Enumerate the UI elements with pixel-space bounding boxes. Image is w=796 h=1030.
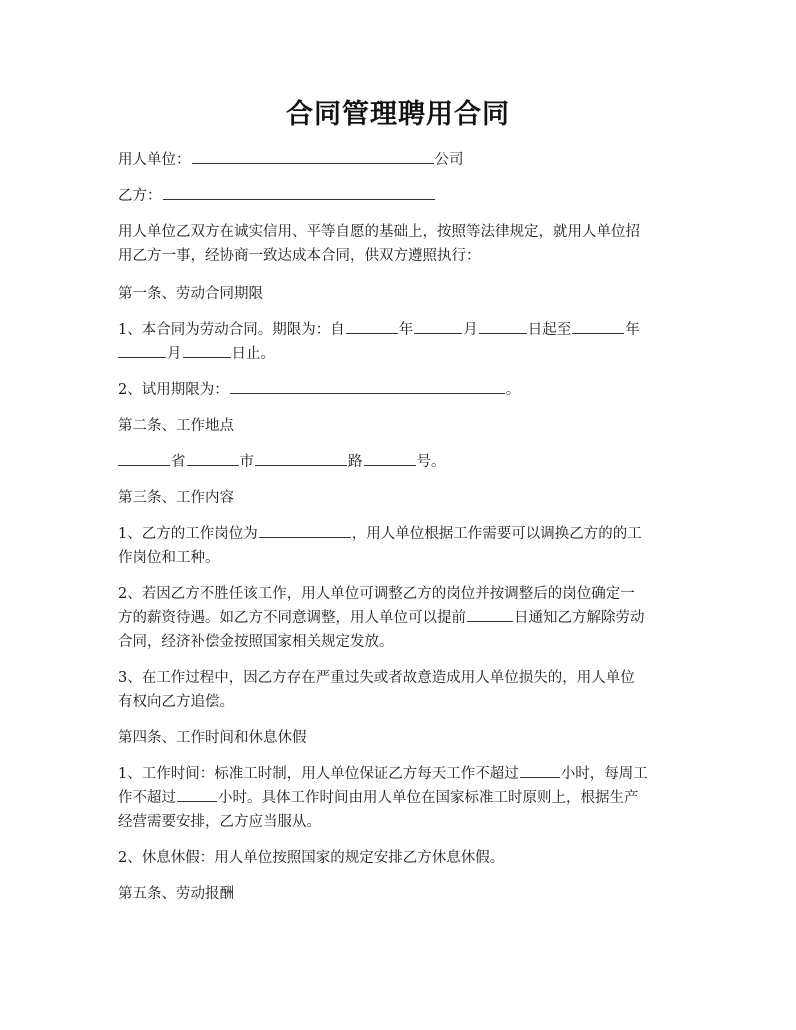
position-line-2 <box>118 546 688 570</box>
probation-line <box>118 378 688 402</box>
liability-line-1 <box>118 666 688 690</box>
article-3-title: 第三条、工作内容 <box>118 490 234 506</box>
article-2-title: 第二条、工作地点 <box>118 418 234 434</box>
probation-end: 。 <box>505 382 521 398</box>
worktime-text-1a: 1、工作时间：标准工时制，用人单位保证乙方每天工作不超过 <box>118 766 519 782</box>
city-label: 市 <box>239 454 254 470</box>
article-5-heading <box>118 882 688 906</box>
document-title: 合同管理聘用合同 <box>286 99 510 130</box>
intro-line-2 <box>118 244 688 268</box>
start-year-label: 年 <box>398 322 414 338</box>
adjust-line-1 <box>118 582 688 606</box>
intro-text-1: 用人单位乙双方在诚实信用、平等自愿的基础上，按照等法律规定，就用人单位招 <box>118 224 640 240</box>
article-4-title: 第四条、工作时间和休息休假 <box>118 730 307 746</box>
article-4-heading <box>118 726 688 750</box>
start-day-blank[interactable] <box>479 319 527 334</box>
worktime-line-2 <box>118 786 688 810</box>
rest-text: 2、休息休假：用人单位按照国家的规定安排乙方休息休假。 <box>118 850 505 866</box>
province-blank[interactable] <box>118 451 170 466</box>
employer-blank[interactable] <box>192 149 434 164</box>
notice-days-blank[interactable] <box>467 607 513 622</box>
city-blank[interactable] <box>187 451 239 466</box>
term-line-2 <box>118 342 688 366</box>
worktime-line-3 <box>118 810 688 834</box>
end-month-label: 月 <box>167 346 182 362</box>
article-2-heading <box>118 414 688 438</box>
weekly-hours-blank[interactable] <box>177 787 217 802</box>
adjust-line-2 <box>118 606 688 630</box>
end-year-blank[interactable] <box>572 319 624 334</box>
party-b-line <box>118 184 688 208</box>
party-b-blank[interactable] <box>163 185 435 200</box>
intro-line-1 <box>118 220 688 244</box>
term-text: 1、本合同为劳动合同。期限为：自 <box>118 322 345 338</box>
start-month-blank[interactable] <box>414 319 462 334</box>
position-blank[interactable] <box>259 523 351 538</box>
employer-line <box>118 148 688 172</box>
article-3-heading <box>118 486 688 510</box>
end-day-label: 日止。 <box>231 346 275 362</box>
adjust-line-3 <box>118 630 688 654</box>
worktime-text-2a: 作不超过 <box>118 790 176 806</box>
article-5-title: 第五条、劳动报酬 <box>118 886 234 902</box>
start-day-label: 日起至 <box>527 322 572 338</box>
article-1-heading <box>118 282 688 306</box>
province-label: 省 <box>171 454 186 470</box>
road-label: 路 <box>348 454 363 470</box>
position-text-1a: 1、乙方的工作岗位为 <box>118 526 258 542</box>
worktime-line-1 <box>118 762 688 786</box>
adjust-text-2b: 日通知乙方解除劳动 <box>514 610 645 626</box>
position-text-1b: ，用人单位根据工作需要可以调换乙方的的工 <box>351 526 642 542</box>
liability-line-2 <box>118 690 688 714</box>
adjust-text-3: 合同，经济补偿金按照国家相关规定发放。 <box>118 634 394 650</box>
worktime-text-1b: 小时，每周工 <box>560 766 648 782</box>
start-year-blank[interactable] <box>346 319 398 334</box>
article-1-title: 第一条、劳动合同期限 <box>118 286 263 302</box>
location-line <box>118 450 688 474</box>
liability-text-1: 3、在工作过程中，因乙方存在严重过失或者故意造成用人单位损失的，用人单位 <box>118 670 635 686</box>
daily-hours-blank[interactable] <box>520 763 560 778</box>
end-day-blank[interactable] <box>183 343 231 358</box>
end-month-blank[interactable] <box>118 343 166 358</box>
probation-blank[interactable] <box>230 379 505 394</box>
start-month-label: 月 <box>463 322 478 338</box>
worktime-text-3: 经营需要安排，乙方应当服从。 <box>118 814 321 830</box>
position-line-1 <box>118 522 688 546</box>
number-label: 号。 <box>416 454 446 470</box>
liability-text-2: 有权向乙方追偿。 <box>118 694 234 710</box>
adjust-text-2a: 方的薪资待遇。如乙方不同意调整，用人单位可以提前 <box>118 610 466 626</box>
road-blank[interactable] <box>255 451 347 466</box>
employer-label: 用人单位： <box>118 152 191 168</box>
party-b-label: 乙方： <box>118 188 162 204</box>
probation-label: 2、试用期限为： <box>118 382 229 398</box>
rest-line <box>118 846 688 870</box>
number-blank[interactable] <box>364 451 416 466</box>
position-text-2: 作岗位和工种。 <box>118 550 220 566</box>
term-line-1 <box>118 318 688 342</box>
adjust-text-1: 2、若因乙方不胜任该工作，用人单位可调整乙方的岗位并按调整后的岗位确定一 <box>118 586 635 602</box>
intro-text-2: 用乙方一事，经协商一致达成本合同，供双方遵照执行： <box>118 248 481 264</box>
employer-suffix: 公司 <box>434 152 464 168</box>
worktime-text-2b: 小时。具体工作时间由用人单位在国家标准工时原则上，根据生产 <box>218 790 639 806</box>
end-year-label: 年 <box>625 322 640 338</box>
